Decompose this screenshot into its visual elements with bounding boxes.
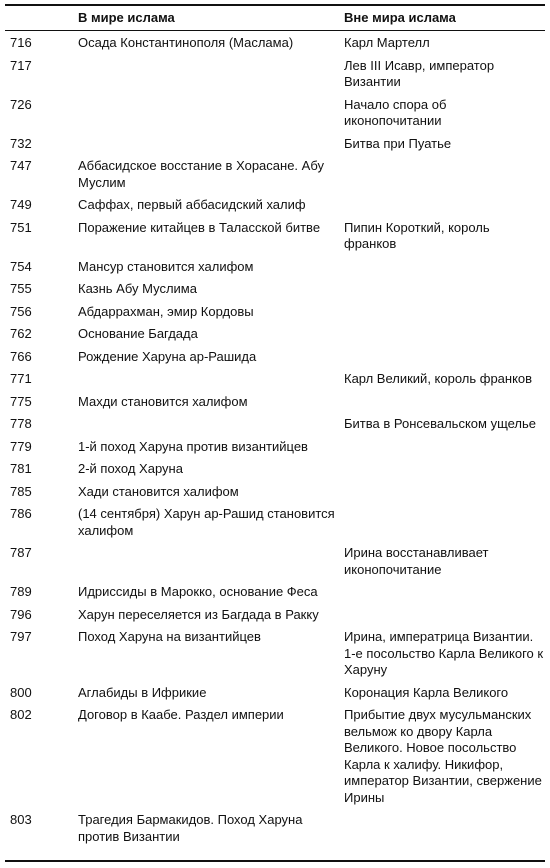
row-outside-event: Коронация Карла Великого xyxy=(344,684,509,700)
table-row xyxy=(0,95,550,134)
row-year: 762 xyxy=(10,326,32,341)
row-year: 787 xyxy=(10,545,32,560)
row-outside-event: Лев III Исавр, император Византии xyxy=(344,57,495,89)
table-row xyxy=(0,543,550,582)
row-year: 779 xyxy=(10,438,32,454)
row-year: 755 xyxy=(10,281,32,296)
row-islam-event: 2-й поход Харуна xyxy=(78,461,183,476)
row-year: 751 xyxy=(10,219,32,235)
row-year: 726 xyxy=(10,96,32,112)
row-year: 717 xyxy=(10,57,32,73)
row-year: 803 xyxy=(10,812,32,827)
table-row xyxy=(0,33,550,56)
row-islam-event: Осада Константинополя (Маслама) xyxy=(78,35,294,50)
header-outside-islam: Вне мира ислама xyxy=(344,10,456,25)
row-year: 766 xyxy=(10,348,32,364)
row-year: 796 xyxy=(10,606,32,622)
row-islam-event: Поход Харуна на византийцев xyxy=(78,629,261,644)
row-year: 756 xyxy=(10,303,32,319)
table-row xyxy=(0,257,550,280)
row-islam-event: Харун переселяется из Багдада в Ракку xyxy=(78,606,319,622)
row-islam-event: Договор в Каабе. Раздел империи xyxy=(78,707,284,722)
header-islam-world: В мире ислама xyxy=(78,10,175,25)
row-year: 785 xyxy=(10,483,32,499)
row-islam-event: Поражение китайцев в Таласской битве xyxy=(78,219,321,235)
row-year: 747 xyxy=(10,158,32,173)
row-year: 786 xyxy=(10,506,32,521)
table-row xyxy=(0,605,550,628)
row-outside-event: Начало спора об иконопочитании xyxy=(344,96,447,128)
row-outside-event: Битва при Пуатье xyxy=(344,135,452,151)
table-row xyxy=(0,582,550,605)
table-row xyxy=(0,627,550,683)
table-row xyxy=(0,218,550,257)
table-row xyxy=(0,810,550,849)
row-year: 800 xyxy=(10,684,32,700)
table-row xyxy=(0,392,550,415)
row-islam-event: Идриссиды в Марокко, основание Феса xyxy=(78,584,318,599)
row-outside-event: Ирина, императрица Византии. 1-е посольство Карла Великого к Харуну xyxy=(344,629,544,677)
row-year: 789 xyxy=(10,584,32,599)
table-row xyxy=(0,437,550,460)
row-islam-event: Мансур становится халифом xyxy=(78,258,254,274)
table-row xyxy=(0,302,550,325)
table-row xyxy=(0,369,550,392)
row-islam-event: Трагедия Бармакидов. Поход Харуна против Византии xyxy=(78,812,303,844)
row-islam-event: Абдаррахман, эмир Кордовы xyxy=(78,303,254,319)
table-row xyxy=(0,482,550,505)
table-row xyxy=(0,414,550,437)
table-row xyxy=(0,156,550,195)
row-outside-event: Битва в Ронсевальском ущелье xyxy=(344,416,537,431)
row-outside-event: Карл Великий, король франков xyxy=(344,371,533,386)
table-row xyxy=(0,195,550,218)
row-year: 749 xyxy=(10,197,32,212)
row-year: 732 xyxy=(10,135,32,151)
row-islam-event: Хади становится халифом xyxy=(78,483,239,499)
table-row xyxy=(0,279,550,302)
row-islam-event: Аглабиды в Ифрикие xyxy=(78,684,207,700)
row-year: 802 xyxy=(10,707,32,722)
table-header xyxy=(0,8,550,28)
row-islam-event: Основание Багдада xyxy=(78,326,198,341)
row-islam-event: Казнь Абу Муслима xyxy=(78,281,197,296)
header-rule xyxy=(5,30,545,31)
table-row xyxy=(0,504,550,543)
row-year: 775 xyxy=(10,393,32,409)
row-outside-event: Прибытие двух мусульманских вельмож ко двору Карла Великого. Новое посольство Карла к халифу. Никифор, император Византии, свержение Ирины xyxy=(344,707,542,805)
row-outside-event: Ирина восстанавливает иконопочитание xyxy=(344,545,489,577)
table-row xyxy=(0,324,550,347)
row-year: 754 xyxy=(10,258,32,274)
table-row xyxy=(0,56,550,95)
table-row xyxy=(0,683,550,706)
table-row xyxy=(0,134,550,157)
table-row xyxy=(0,347,550,370)
row-outside-event: Карл Мартелл xyxy=(344,35,430,50)
row-islam-event: (14 сентября) Харун ар-Рашид становится халифом xyxy=(78,506,335,538)
row-islam-event: 1-й поход Харуна против византийцев xyxy=(78,438,308,454)
row-year: 771 xyxy=(10,371,32,386)
row-islam-event: Аббасидское восстание в Хорасане. Абу Муслим xyxy=(78,158,324,190)
table-row xyxy=(0,459,550,482)
row-year: 797 xyxy=(10,629,32,644)
row-outside-event: Пипин Короткий, король франков xyxy=(344,219,490,251)
row-islam-event: Махди становится халифом xyxy=(78,393,248,409)
chronology-rows xyxy=(0,33,550,849)
row-islam-event: Рождение Харуна ар-Рашида xyxy=(78,348,257,364)
row-year: 781 xyxy=(10,461,32,476)
table-top-rule xyxy=(5,4,545,6)
table-bottom-rule xyxy=(5,860,545,862)
row-islam-event: Саффах, первый аббасидский халиф xyxy=(78,197,306,212)
row-year: 778 xyxy=(10,416,32,431)
table-row xyxy=(0,705,550,810)
row-year: 716 xyxy=(10,35,32,50)
